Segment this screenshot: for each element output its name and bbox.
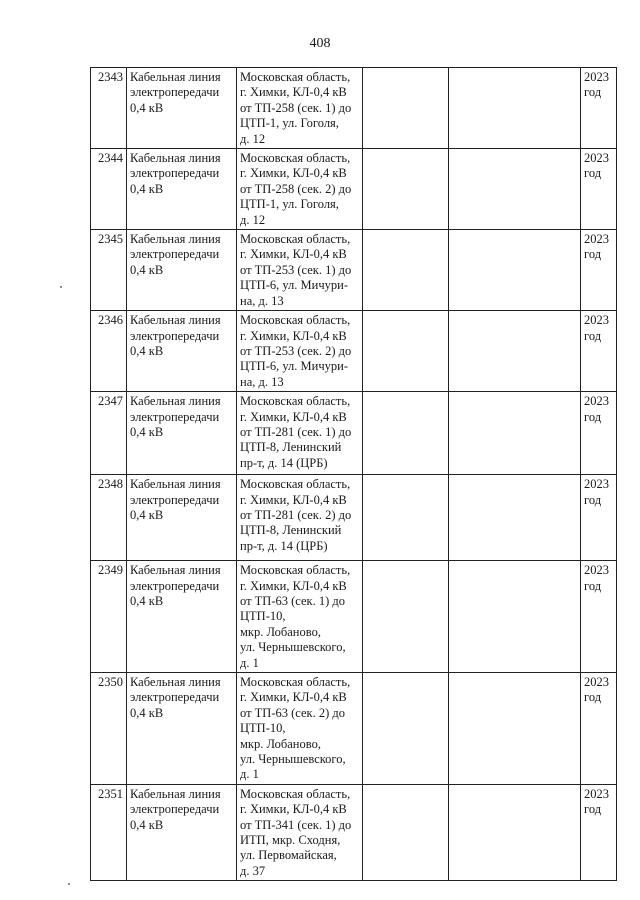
row-number: 2344 — [91, 149, 127, 230]
object-name: Кабельная линия электропередачи 0,4 кВ — [127, 475, 237, 561]
scan-speck — [68, 883, 70, 885]
table-row — [91, 68, 617, 149]
object-address: Московская область, г. Химки, КЛ-0,4 кВ от ТП-281 (сек. 2) до ЦТП-8, Ленинский пр-т, д. 14 (ЦРБ) — [237, 475, 363, 561]
object-name: Кабельная линия электропередачи 0,4 кВ — [127, 392, 237, 475]
empty-cell — [449, 784, 581, 880]
empty-cell — [363, 475, 449, 561]
object-address: Московская область, г. Химки, КЛ-0,4 кВ от ТП-253 (сек. 1) до ЦТП-6, ул. Мичури- на, д. 13 — [237, 230, 363, 311]
table-row — [91, 149, 617, 230]
registry-table — [90, 67, 617, 881]
empty-cell — [449, 392, 581, 475]
empty-cell — [363, 230, 449, 311]
empty-cell — [449, 149, 581, 230]
year-cell: 2023 год — [581, 561, 617, 673]
year-cell: 2023 год — [581, 311, 617, 392]
object-address: Московская область, г. Химки, КЛ-0,4 кВ от ТП-258 (сек. 1) до ЦТП-1, ул. Гоголя, д. 12 — [237, 68, 363, 149]
table-row — [91, 311, 617, 392]
object-address: Московская область, г. Химки, КЛ-0,4 кВ от ТП-253 (сек. 2) до ЦТП-6, ул. Мичури- на, д. 13 — [237, 311, 363, 392]
row-number: 2349 — [91, 561, 127, 673]
object-address: Московская область, г. Химки, КЛ-0,4 кВ от ТП-281 (сек. 1) до ЦТП-8, Ленинский пр-т, д. 14 (ЦРБ) — [237, 392, 363, 475]
year-cell: 2023 год — [581, 392, 617, 475]
object-name: Кабельная линия электропередачи 0,4 кВ — [127, 561, 237, 673]
table-row — [91, 784, 617, 880]
empty-cell — [363, 392, 449, 475]
year-cell: 2023 год — [581, 784, 617, 880]
year-cell: 2023 год — [581, 230, 617, 311]
object-name: Кабельная линия электропередачи 0,4 кВ — [127, 149, 237, 230]
year-cell: 2023 год — [581, 672, 617, 784]
row-number: 2346 — [91, 311, 127, 392]
row-number: 2351 — [91, 784, 127, 880]
empty-cell — [449, 68, 581, 149]
object-name: Кабельная линия электропередачи 0,4 кВ — [127, 672, 237, 784]
table-row — [91, 392, 617, 475]
empty-cell — [363, 561, 449, 673]
table-row — [91, 230, 617, 311]
table-row — [91, 672, 617, 784]
empty-cell — [449, 311, 581, 392]
empty-cell — [449, 672, 581, 784]
table-row — [91, 561, 617, 673]
empty-cell — [363, 68, 449, 149]
row-number: 2350 — [91, 672, 127, 784]
year-cell: 2023 год — [581, 68, 617, 149]
object-address: Московская область, г. Химки, КЛ-0,4 кВ от ТП-258 (сек. 2) до ЦТП-1, ул. Гоголя, д. 12 — [237, 149, 363, 230]
empty-cell — [449, 561, 581, 673]
object-address: Московская область, г. Химки, КЛ-0,4 кВ от ТП-63 (сек. 1) до ЦТП-10, мкр. Лобаново, ул. Чернышевского, д. 1 — [237, 561, 363, 673]
row-number: 2343 — [91, 68, 127, 149]
object-name: Кабельная линия электропередачи 0,4 кВ — [127, 230, 237, 311]
empty-cell — [449, 230, 581, 311]
empty-cell — [363, 149, 449, 230]
empty-cell — [363, 784, 449, 880]
row-number: 2347 — [91, 392, 127, 475]
object-address: Московская область, г. Химки, КЛ-0,4 кВ от ТП-341 (сек. 1) до ИТП, мкр. Сходня, ул. Первомайская, д. 37 — [237, 784, 363, 880]
empty-cell — [363, 311, 449, 392]
year-cell: 2023 год — [581, 149, 617, 230]
empty-cell — [449, 475, 581, 561]
object-name: Кабельная линия электропередачи 0,4 кВ — [127, 784, 237, 880]
empty-cell — [363, 672, 449, 784]
object-address: Московская область, г. Химки, КЛ-0,4 кВ от ТП-63 (сек. 2) до ЦТП-10, мкр. Лобаново, ул. Чернышевского, д. 1 — [237, 672, 363, 784]
table-row — [91, 475, 617, 561]
row-number: 2345 — [91, 230, 127, 311]
row-number: 2348 — [91, 475, 127, 561]
object-name: Кабельная линия электропередачи 0,4 кВ — [127, 311, 237, 392]
page-number: 408 — [309, 36, 331, 51]
scan-speck — [60, 286, 62, 288]
object-name: Кабельная линия электропередачи 0,4 кВ — [127, 68, 237, 149]
year-cell: 2023 год — [581, 475, 617, 561]
